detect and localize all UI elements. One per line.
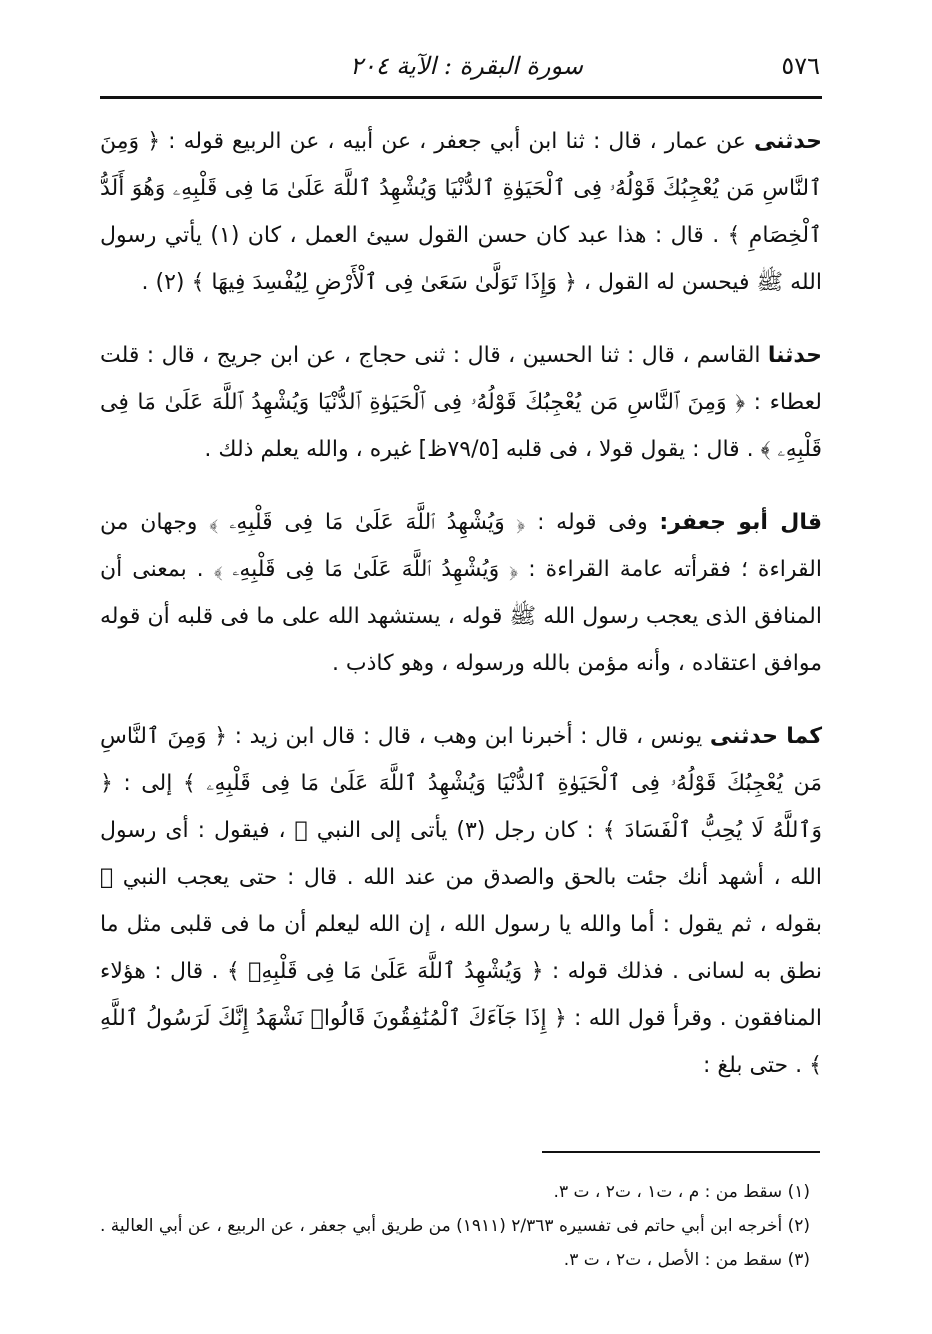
page-header bbox=[100, 52, 820, 92]
footnote-rule bbox=[542, 1151, 820, 1153]
footnote-2: (٢) أخرجه ابن أبي حاتم فى تفسيره ٢/٣٦٣ (١٩١١) من طريق أبي جعفر ، عن الربيع ، عن أبي العالية . bbox=[99, 1216, 810, 1236]
paragraph-text: يونس ، قال : أخبرنا ابن وهب ، قال : قال ابن زيد : ﴿ وَمِنَ ٱلنَّاسِ مَن يُعْجِبُكَ قَوْلُهُۥ فِى ٱلْحَيَوٰةِ ٱلدُّنْيَا وَيُشْهِدُ ٱللَّهَ عَلَىٰ مَا فِى قَلْبِهِۦ ﴾ إلى : ﴿ وَٱللَّهُ لَا يُحِبُّ ٱلْفَسَادَ ﴾ : كان رجل (٣) يأتى إلى النبي ﷺ ، فيقول : أى رسول الله ، أشهد أنك جئت بالحق والصدق من عند الله . قال : حتى يعجب النبي ﷺ بقوله ، ثم يقول : أما والله يا رسول الله ، إن الله ليعلم أن ما فى قلبى مثل ما نطق به لسانى . فذلك قوله : ﴿ وَيُشْهِدُ ٱللَّهَ عَلَىٰ مَا فِى قَلْبِهِۦ ﴾ . قال : هؤلاء المنافقون . وقرأ قول الله : ﴿ إِذَا جَآءَكَ ٱلْمُنَٰفِقُونَ قَالُوا۟ نَشْهَدُ إِنَّكَ لَرَسُولُ ٱللَّهِ ﴾ . حتى بلغ : bbox=[100, 724, 823, 1078]
main-text bbox=[100, 118, 822, 1115]
paragraph-text: وفى قوله : ﴿ وَيُشْهِدُ ٱللَّهَ عَلَىٰ مَا فِى قَلْبِهِۦ ﴾ وجهان من القراءة ؛ فقرأته عامة القراءة : ﴿ وَيُشْهِدُ ٱللَّهَ عَلَىٰ مَا فِى قَلْبِهِۦ ﴾ . بمعنى أن المنافق الذى يعجب رسول الله ﷺ قوله ، يستشهد الله على ما فى قلبه أن قوله موافق اعتقاده ، وأنه مؤمن بالله ورسوله ، وهو كاذب . bbox=[100, 510, 822, 676]
header-rule bbox=[100, 96, 822, 99]
page-number: ٥٧٦ bbox=[781, 52, 820, 80]
footnote-1: (١) سقط من : م ، ت١ ، ت٢ ، ت ٣. bbox=[553, 1182, 810, 1202]
paragraph-3 bbox=[100, 499, 822, 687]
paragraph-lead: كما حدثنى bbox=[709, 724, 823, 749]
paragraph-1 bbox=[100, 118, 822, 306]
paragraph-lead: قال أبو جعفر: bbox=[659, 510, 822, 535]
paragraph-lead: حدثنا bbox=[767, 343, 822, 368]
paragraph-text: القاسم ، قال : ثنا الحسين ، قال : ثنى حجاج ، عن ابن جريج ، قال : قلت لعطاء : ﴿ وَمِنَ ٱلنَّاسِ مَن يُعْجِبُكَ قَوْلُهُۥ فِى ٱلْحَيَوٰةِ ٱلدُّنْيَا وَيُشْهِدُ ٱللَّهَ عَلَىٰ مَا فِى قَلْبِهِۦ ﴾ . قال : يقول قولا ، فى قلبه [٧٩/٥ظ] غيره ، والله يعلم ذلك . bbox=[100, 343, 822, 462]
paragraph-2 bbox=[100, 332, 822, 473]
running-title: سورة البقرة : الآية ٢٠٤ bbox=[350, 52, 584, 80]
footnotes bbox=[100, 1175, 810, 1277]
paragraph-lead: حدثنى bbox=[753, 129, 822, 154]
paragraph-text: عن عمار ، قال : ثنا ابن أبي جعفر ، عن أبيه ، عن الربيع قوله : ﴿ وَمِنَ ٱلنَّاسِ مَن يُعْجِبُكَ قَوْلُهُۥ فِى ٱلْحَيَوٰةِ ٱلدُّنْيَا وَيُشْهِدُ ٱللَّهَ عَلَىٰ مَا فِى قَلْبِهِۦ وَهُوَ أَلَدُّ ٱلْخِصَامِ ﴾ . قال : هذا عبد كان حسن القول سيئ العمل ، كان (١) يأتي رسول الله ﷺ فيحسن له القول ، ﴿ وَإِذَا تَوَلَّىٰ سَعَىٰ فِى ٱلْأَرْضِ لِيُفْسِدَ فِيهَا ﴾ (٢) . bbox=[100, 129, 822, 295]
footnote-3: (٣) سقط من : الأصل ، ت٢ ، ت ٣. bbox=[563, 1250, 810, 1270]
paragraph-4 bbox=[100, 713, 822, 1089]
